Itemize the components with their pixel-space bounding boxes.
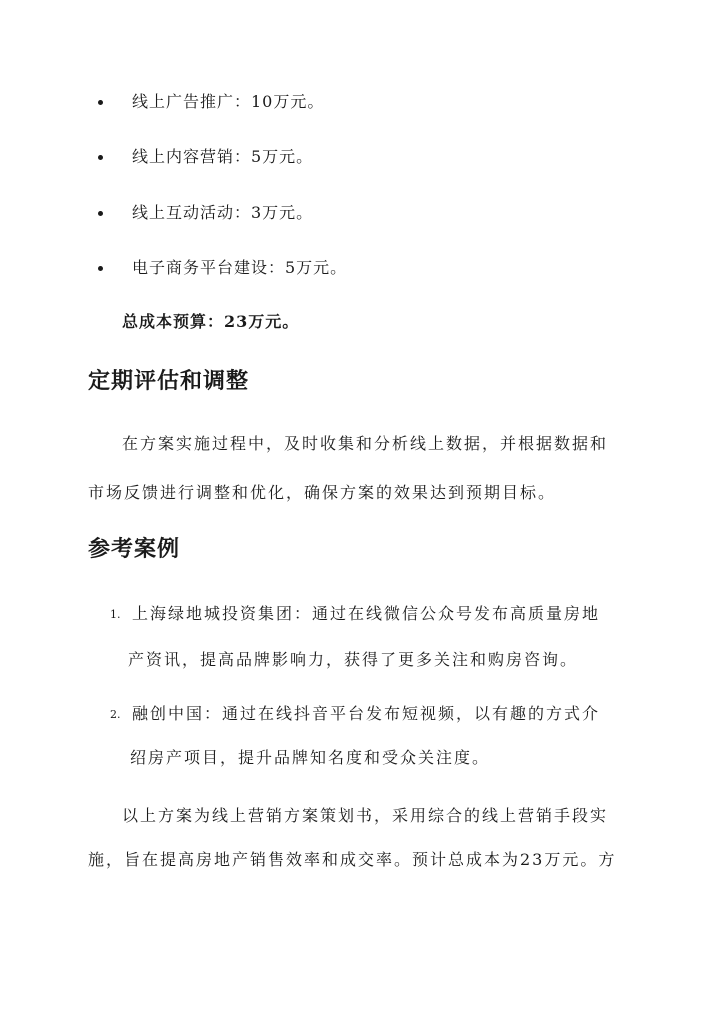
section-heading-evaluation: 定期评估和调整 — [88, 368, 250, 394]
paragraph-line: 在方案实施过程中，及时收集和分析线上数据，并根据数据和 — [122, 434, 609, 453]
bullet-icon — [98, 211, 103, 216]
list-item — [108, 90, 324, 114]
paragraph-line: 市场反馈进行调整和优化，确保方案的效果达到预期目标。 — [88, 483, 557, 502]
case-line: 上海绿地城投资集团：通过在线微信公众号发布高质量房地 — [132, 604, 601, 623]
bullet-icon — [98, 155, 103, 160]
bullet-text: 线上广告推广：10万元。 — [132, 92, 325, 111]
paragraph-line: 施，旨在提高房地产销售效率和成交率。预计总成本为23万元。方 — [88, 850, 617, 869]
list-item — [108, 201, 313, 225]
section-heading-cases: 参考案例 — [88, 536, 181, 562]
list-item — [108, 256, 347, 280]
case-line: 融创中国：通过在线抖音平台发布短视频，以有趣的方式介 — [132, 704, 601, 723]
list-number: 2. — [110, 708, 121, 721]
bullet-text: 线上互动活动：3万元。 — [132, 203, 314, 222]
bullet-icon — [98, 266, 103, 271]
case-line: 绍房产项目，提升品牌知名度和受众关注度。 — [130, 748, 491, 767]
bullet-text: 线上内容营销：5万元。 — [132, 147, 314, 166]
total-budget: 总成本预算：23万元。 — [122, 312, 300, 331]
bullet-text: 电子商务平台建设：5万元。 — [132, 258, 348, 277]
bullet-icon — [98, 100, 103, 105]
list-item — [108, 145, 313, 169]
case-line: 产资讯，提高品牌影响力，获得了更多关注和购房咨询。 — [128, 650, 579, 669]
paragraph-line: 以上方案为线上营销方案策划书，采用综合的线上营销手段实 — [122, 806, 609, 825]
list-number: 1. — [110, 608, 121, 621]
